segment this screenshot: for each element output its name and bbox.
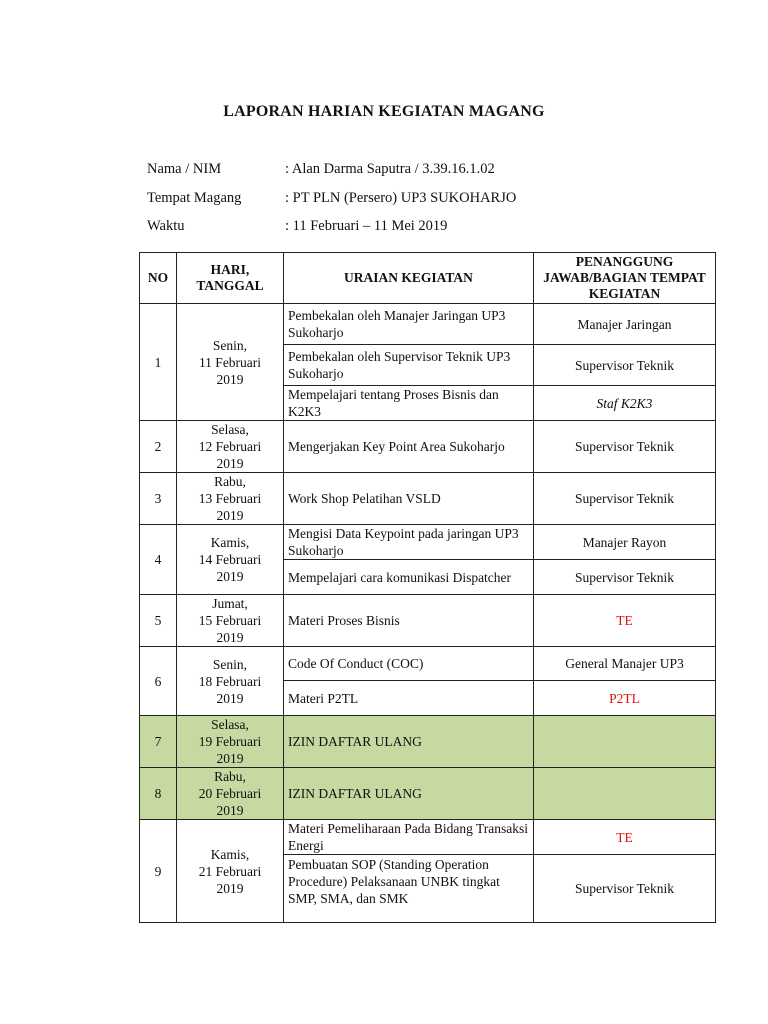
table-row — [140, 595, 716, 647]
day-name: Jumat, — [212, 596, 248, 611]
day-name: Rabu, — [214, 474, 246, 489]
header-description: URAIAN KEGIATAN — [284, 253, 534, 304]
table-row — [140, 820, 716, 855]
table-row — [140, 525, 716, 560]
row-number: 2 — [140, 421, 177, 473]
day-year: 2019 — [216, 371, 244, 387]
day-year: 2019 — [216, 880, 244, 896]
table-row — [140, 647, 716, 681]
day-year: 2019 — [216, 630, 244, 645]
activity-responsible: Supervisor Teknik — [534, 855, 716, 923]
info-label: Nama / NIM — [147, 161, 222, 177]
header-day: HARI, TANGGAL — [177, 253, 284, 304]
activity-description: IZIN DAFTAR ULANG — [284, 768, 534, 820]
day-date: 21 Februari — [198, 863, 262, 879]
row-day-date — [177, 768, 284, 820]
activity-description: Pembuatan SOP (Standing Operation Procedure) Pelaksanaan UNBK tingkat SMP, SMA, dan SMK — [284, 855, 534, 923]
day-year: 2019 — [216, 803, 244, 818]
info-value: : PT PLN (Persero) UP3 SUKOHARJO — [285, 190, 517, 206]
activity-responsible: TE — [534, 820, 716, 855]
row-number: 5 — [140, 595, 177, 647]
activity-responsible: Manajer Rayon — [534, 525, 716, 560]
activity-responsible: TE — [534, 595, 716, 647]
table-row — [140, 304, 716, 345]
day-year: 2019 — [216, 508, 244, 523]
row-day-date — [177, 473, 284, 525]
day-name: Rabu, — [214, 769, 246, 784]
activity-responsible: Staf K2K3 — [534, 386, 716, 421]
activity-responsible: Supervisor Teknik — [534, 560, 716, 595]
activity-description: Materi Pemeliharaan Pada Bidang Transaksi Energi — [284, 820, 534, 855]
row-day-date — [177, 716, 284, 768]
activity-description: Mengisi Data Keypoint pada jaringan UP3 Sukoharjo — [284, 525, 534, 560]
info-value: : Alan Darma Saputra / 3.39.16.1.02 — [285, 161, 495, 177]
day-year: 2019 — [216, 456, 244, 471]
day-date: 12 Februari — [198, 439, 262, 454]
day-date: 13 Februari — [198, 491, 262, 506]
info-internship-place — [147, 190, 516, 207]
row-number: 3 — [140, 473, 177, 525]
activity-table — [139, 252, 716, 923]
row-day-date — [177, 647, 284, 716]
day-name: Senin, — [212, 656, 248, 672]
row-number: 6 — [140, 647, 177, 716]
activity-description: Code Of Conduct (COC) — [284, 647, 534, 681]
activity-description: Mempelajari tentang Proses Bisnis dan K2K3 — [284, 386, 534, 421]
activity-description: Materi Proses Bisnis — [284, 595, 534, 647]
day-name: Kamis, — [210, 846, 250, 862]
row-number: 8 — [140, 768, 177, 820]
row-number: 9 — [140, 820, 177, 923]
day-date: 11 Februari — [198, 354, 262, 370]
day-name: Senin, — [212, 337, 248, 353]
table-row — [140, 768, 716, 820]
info-label: Tempat Magang — [147, 190, 242, 206]
day-date: 14 Februari — [198, 552, 262, 567]
info-name-nim — [147, 161, 495, 178]
activity-description: IZIN DAFTAR ULANG — [284, 716, 534, 768]
activity-description: Mengerjakan Key Point Area Sukoharjo — [284, 421, 534, 473]
info-period — [147, 218, 447, 235]
table-header-row — [140, 253, 716, 304]
day-year: 2019 — [216, 690, 244, 706]
row-number: 4 — [140, 525, 177, 595]
activity-responsible: Supervisor Teknik — [534, 345, 716, 386]
activity-responsible: General Manajer UP3 — [534, 647, 716, 681]
day-date: 15 Februari — [198, 613, 262, 628]
activity-description: Pembekalan oleh Manajer Jaringan UP3 Sukoharjo — [284, 304, 534, 345]
day-name: Kamis, — [210, 535, 250, 550]
activity-responsible: Supervisor Teknik — [534, 473, 716, 525]
day-year: 2019 — [216, 751, 244, 766]
day-year: 2019 — [216, 569, 244, 584]
row-day-date — [177, 595, 284, 647]
info-value: : 11 Februari – 11 Mei 2019 — [285, 218, 448, 234]
day-date: 20 Februari — [198, 786, 262, 801]
row-number: 1 — [140, 304, 177, 421]
activity-description: Pembekalan oleh Supervisor Teknik UP3 Sukoharjo — [284, 345, 534, 386]
day-name: Selasa, — [211, 422, 249, 437]
row-day-date — [177, 820, 284, 923]
activity-description: Work Shop Pelatihan VSLD — [284, 473, 534, 525]
activity-responsible — [534, 768, 716, 820]
day-date: 18 Februari — [198, 673, 262, 689]
row-day-date — [177, 421, 284, 473]
header-responsible: PENANGGUNG JAWAB/BAGIAN TEMPAT KEGIATAN — [534, 253, 716, 304]
info-label: Waktu — [147, 218, 185, 234]
table-row — [140, 716, 716, 768]
activity-responsible: Manajer Jaringan — [534, 304, 716, 345]
activity-description: Mempelajari cara komunikasi Dispatcher — [284, 560, 534, 595]
row-day-date — [177, 304, 284, 421]
activity-responsible — [534, 716, 716, 768]
day-date: 19 Februari — [198, 734, 262, 749]
header-no: NO — [140, 253, 177, 304]
activity-responsible: P2TL — [534, 681, 716, 716]
activity-responsible: Supervisor Teknik — [534, 421, 716, 473]
table-row — [140, 473, 716, 525]
table-row — [140, 421, 716, 473]
activity-description: Materi P2TL — [284, 681, 534, 716]
document-title: LAPORAN HARIAN KEGIATAN MAGANG — [223, 103, 545, 120]
row-number: 7 — [140, 716, 177, 768]
day-name: Selasa, — [211, 717, 249, 732]
row-day-date — [177, 525, 284, 595]
